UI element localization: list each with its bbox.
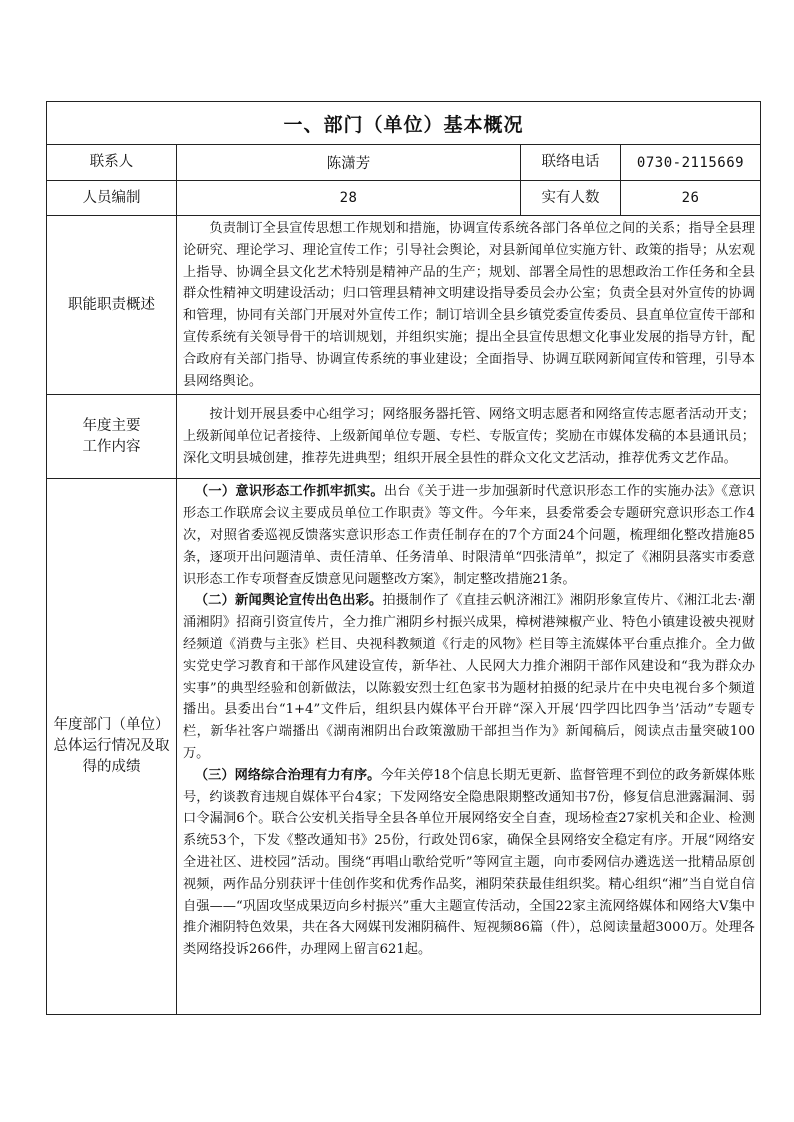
duties-text-cell — [177, 216, 761, 395]
section-2-heading: （二）新闻舆论宣传出色出彩。 — [194, 593, 383, 609]
annual-work-label — [47, 395, 177, 479]
phone-number: 0730-2115669 — [621, 145, 761, 181]
table-title: 一、部门（单位）基本概况 — [47, 102, 761, 145]
staffing-quota: 28 — [177, 181, 521, 216]
performance-section-3 — [183, 765, 755, 961]
actual-staff-count: 26 — [621, 181, 761, 216]
annual-work-text-cell — [177, 395, 761, 479]
section-1-text: 出台《关于进一步加强新时代意识形态工作的实施办法》《意识形态工作联席会议主要成员单位工作职责》等文件。今年来，县委常委会专题研究意识形态工作4次，对照省委巡视反馈落实意识形态工作责任制存在的7个方面24个问题，梳理细化整改措施85条，逐项开出问题清单、责任清单、任务清单、时限清单“四张清单”，拟定了《湘阴县落实市委意识形态工作专项督查反馈意见问题整改方案》，制定整改措施21条。 — [183, 484, 755, 587]
actual-staff-label: 实有人数 — [521, 181, 621, 216]
annual-work-label-line2: 工作内容 — [82, 438, 141, 455]
staffing-label: 人员编制 — [47, 181, 177, 216]
section-3-heading: （三）网络综合治理有力有序。 — [194, 767, 381, 783]
performance-section-2 — [183, 590, 755, 764]
annual-work-label-line1: 年度主要 — [82, 417, 141, 434]
contact-label: 联系人 — [47, 145, 177, 181]
section-2-text: 拍摄制作了《直挂云帆济湘江》湘阴形象宣传片、《湘江北去·潮涌湘阴》招商引资宣传片，全力推广湘阴乡村振兴成果，樟树港辣椒产业、特色小镇建设被央视财经频道《消费与主张》栏目、央视科教频道《行走的风物》栏目等主流媒体平台重点推介。全力做实党史学习教育和干部作风建设宣传，新华社、人民网大力推介湘阴干部作风建设和“我为群众办实事”的典型经验和创新做法，以陈毅安烈士红色家书为题材拍摄的纪录片在中央电视台多个频道播出。县委出台“1+4”文件后，组织县内媒体平台开辟“深入开展‘四学四比四争当’活动”专题专栏，新华社客户端播出《湖南湘阴出台政策激励干部担当作为》新闻稿后，阅读点击量突破100万。 — [183, 593, 756, 761]
duties-label: 职能职责概述 — [47, 216, 177, 395]
basic-info-table — [46, 101, 761, 1015]
phone-label: 联络电话 — [521, 145, 621, 181]
performance-section-1 — [183, 481, 755, 590]
section-1-heading: （一）意识形态工作抓牢抓实。 — [194, 484, 384, 500]
annual-work-text: 按计划开展县委中心组学习；网络服务器托管、网络文明志愿者和网络宣传志愿者活动开支；上级新闻单位记者接待、上级新闻单位专题、专栏、专版宣传；奖励在市媒体发稿的本县通讯员；深化文明县城创建，推荐先进典型；组织开展全县性的群众文化文艺活动，推荐优秀文艺作品。 — [183, 407, 755, 466]
performance-text-cell — [177, 479, 761, 1015]
section-3-text: 今年关停18个信息长期无更新、监督管理不到位的政务新媒体账号，约谈教育违规自媒体平台4家；下发网络安全隐患限期整改通知书7份，修复信息泄露漏洞、弱口令漏洞6个。联合公安机关指导全县各单位开展网络安全自查，现场检查27家机关和企业、检测系统53个，下发《整改通知书》25份，行政处罚6家，确保全县网络安全稳定有序。开展“网络安全进社区、进校园”活动。围绕“再唱山歌给党听”等网宣主题，向市委网信办遴选送一批精品原创视频，两作品分别获评十佳创作奖和优秀作品奖，湘阴荣获最佳组织奖。精心组织“湘”当自觉自信自强——“巩固攻坚成果迈向乡村振兴”重大主题宣传活动，全国22家主流网络媒体和网络大V集中推介湘阴特色效果，共在各大网媒刊发湘阴稿件、短视频86篇（件），总阅读量超3000万。处理各类网络投诉266件，办理网上留言621起。 — [183, 767, 755, 958]
duties-text: 负责制订全县宣传思想工作规划和措施，协调宣传系统各部门各单位之间的关系；指导全县理论研究、理论学习、理论宣传工作；引导社会舆论，对县新闻单位实施方针、政策的指导；从宏观上指导、协调全县文化艺术特别是精神产品的生产；规划、部署全局性的思想政治工作任务和全县群众性精神文明建设活动；归口管理县精神文明建设指导委员会办公室；负责全县对外宣传的协调和管理，协同有关部门开展对外宣传工作；制订培训全县乡镇党委宣传委员、县直单位宣传干部和宣传系统有关领导骨干的培训规划，并组织实施；提出全县宣传思想文化事业发展的指导方针，配合政府有关部门指导、协调宣传系统的事业建设；全面指导、协调互联网新闻宣传和管理，引导本县网络舆论。 — [183, 221, 755, 389]
performance-label: 年度部门（单位）总体运行情况及取得的成绩 — [47, 479, 177, 1015]
contact-name: 陈潇芳 — [177, 145, 521, 181]
